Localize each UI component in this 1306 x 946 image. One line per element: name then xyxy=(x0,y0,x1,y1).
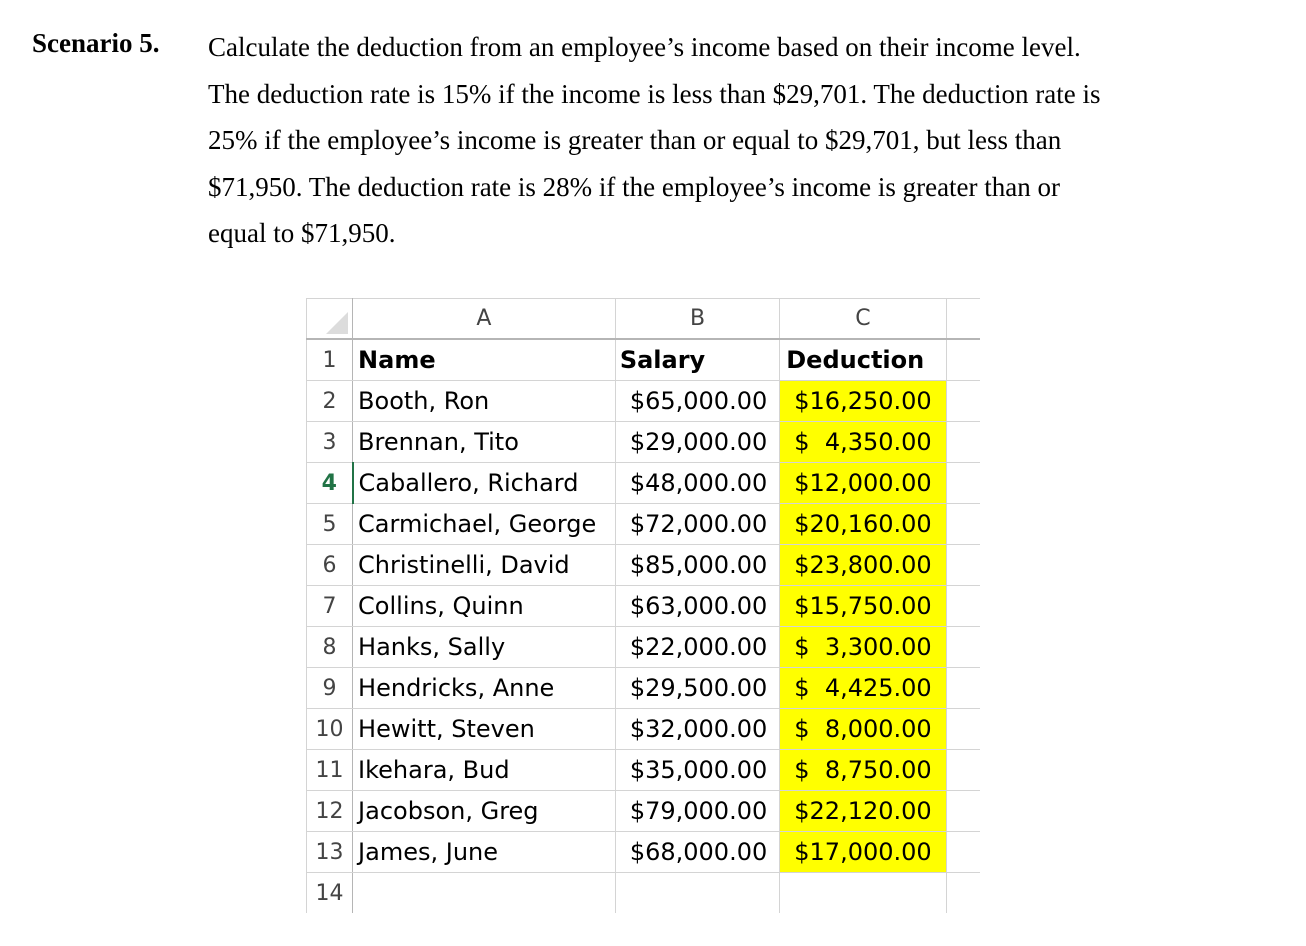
header-name-cell[interactable]: Name xyxy=(353,339,616,381)
deduction-value xyxy=(780,428,945,456)
deduction-cell[interactable] xyxy=(780,422,946,463)
empty-cell[interactable] xyxy=(946,586,980,627)
salary-value xyxy=(616,797,779,825)
deduction-value xyxy=(780,674,945,702)
column-header-a[interactable]: A xyxy=(353,299,616,340)
currency-symbol: $ xyxy=(794,592,810,620)
deduction-value xyxy=(780,633,945,661)
salary-value xyxy=(616,428,779,456)
salary-value xyxy=(616,756,779,784)
name-cell[interactable]: Ikehara, Bud xyxy=(353,750,616,791)
deduction-cell[interactable] xyxy=(780,586,946,627)
salary-value xyxy=(616,510,779,538)
name-cell[interactable]: Christinelli, David xyxy=(353,545,616,586)
currency-symbol: $ xyxy=(629,592,646,620)
salary-amount: 29,500.00 xyxy=(645,674,768,702)
scenario-line: 25% if the employee’s income is greater than or equal to $29,701, but less than xyxy=(208,125,1062,155)
currency-symbol: $ xyxy=(794,469,810,497)
salary-cell[interactable] xyxy=(615,709,779,750)
currency-symbol: $ xyxy=(794,510,810,538)
salary-cell[interactable] xyxy=(615,791,779,832)
deduction-amount: 16,250.00 xyxy=(809,387,932,415)
currency-symbol: $ xyxy=(794,551,810,579)
deduction-amount: 12,000.00 xyxy=(809,469,932,497)
column-header-b[interactable]: B xyxy=(615,299,779,340)
salary-amount: 65,000.00 xyxy=(645,387,768,415)
currency-symbol: $ xyxy=(629,674,646,702)
salary-amount: 35,000.00 xyxy=(645,756,768,784)
row-number[interactable]: 10 xyxy=(307,709,353,750)
table-row xyxy=(307,668,981,709)
deduction-value xyxy=(780,756,945,784)
salary-cell[interactable] xyxy=(615,463,779,504)
header-deduction-cell[interactable] xyxy=(780,339,946,381)
row-number[interactable]: 13 xyxy=(307,832,353,873)
name-cell[interactable]: Jacobson, Greg xyxy=(353,791,616,832)
empty-cell[interactable] xyxy=(946,463,980,504)
scenario-line: $71,950. The deduction rate is 28% if the employee’s income is greater than or xyxy=(208,171,1061,202)
salary-amount: 29,000.00 xyxy=(645,428,768,456)
empty-cell[interactable] xyxy=(353,873,616,914)
currency-symbol: $ xyxy=(629,633,646,661)
table-row xyxy=(307,873,981,914)
table-row xyxy=(307,422,981,463)
salary-value xyxy=(616,469,779,497)
salary-value xyxy=(616,387,779,415)
table-row xyxy=(307,463,981,504)
row-number[interactable]: 2 xyxy=(307,381,353,422)
empty-cell[interactable] xyxy=(946,381,980,422)
deduction-amount: 17,000.00 xyxy=(809,838,932,866)
table-row xyxy=(307,709,981,750)
deduction-value xyxy=(780,510,945,538)
spreadsheet xyxy=(306,298,980,910)
deduction-value xyxy=(780,838,945,866)
table-row xyxy=(307,791,981,832)
column-header-c[interactable]: C xyxy=(780,299,946,340)
empty-cell[interactable] xyxy=(946,709,980,750)
scenario-line: equal to $71,950. xyxy=(208,218,396,248)
salary-cell[interactable] xyxy=(615,832,779,873)
header-salary-cell[interactable] xyxy=(615,339,779,381)
deduction-amount: 4,350.00 xyxy=(824,428,932,456)
column-header-d[interactable] xyxy=(946,299,980,340)
empty-cell[interactable] xyxy=(946,750,980,791)
deduction-value xyxy=(780,797,945,825)
row-number[interactable]: 9 xyxy=(307,668,353,709)
deduction-amount: 8,750.00 xyxy=(824,756,932,784)
row-number[interactable]: 4 xyxy=(307,463,353,504)
salary-value xyxy=(616,633,779,661)
currency-symbol: $ xyxy=(629,510,646,538)
header-salary-label: Salary xyxy=(619,346,706,374)
currency-symbol: $ xyxy=(629,551,646,579)
row-number[interactable]: 3 xyxy=(307,422,353,463)
currency-symbol: $ xyxy=(794,715,810,743)
salary-cell[interactable] xyxy=(615,381,779,422)
currency-symbol: $ xyxy=(629,428,646,456)
deduction-amount: 8,000.00 xyxy=(824,715,932,743)
salary-cell[interactable] xyxy=(615,586,779,627)
scenario-line: Calculate the deduction from an employee’s income based on their income level. xyxy=(208,32,1081,62)
deduction-cell[interactable] xyxy=(780,750,946,791)
empty-cell[interactable] xyxy=(615,873,779,914)
currency-symbol: $ xyxy=(629,715,646,743)
row-number[interactable]: 11 xyxy=(307,750,353,791)
deduction-value xyxy=(780,387,945,415)
scenario-paragraph xyxy=(208,28,1101,261)
deduction-value xyxy=(780,592,945,620)
deduction-cell[interactable] xyxy=(780,381,946,422)
header-deduction-label: Deduction xyxy=(786,346,925,374)
salary-cell[interactable] xyxy=(615,545,779,586)
salary-value xyxy=(616,592,779,620)
select-all-corner[interactable] xyxy=(307,299,353,340)
column-header-row xyxy=(307,299,981,340)
table-row xyxy=(307,750,981,791)
name-cell[interactable]: Collins, Quinn xyxy=(353,586,616,627)
deduction-cell[interactable] xyxy=(780,668,946,709)
salary-amount: 63,000.00 xyxy=(645,592,768,620)
deduction-cell[interactable] xyxy=(780,832,946,873)
empty-cell[interactable] xyxy=(946,422,980,463)
deduction-cell[interactable] xyxy=(780,627,946,668)
table-header-row xyxy=(307,339,981,381)
row-number[interactable]: 5 xyxy=(307,504,353,545)
table-row xyxy=(307,504,981,545)
name-cell[interactable]: Hanks, Sally xyxy=(353,627,616,668)
currency-symbol: $ xyxy=(794,428,810,456)
currency-symbol: $ xyxy=(629,797,646,825)
salary-cell[interactable] xyxy=(615,750,779,791)
name-cell[interactable]: James, June xyxy=(353,832,616,873)
salary-amount: 48,000.00 xyxy=(645,469,768,497)
name-cell[interactable]: Booth, Ron xyxy=(353,381,616,422)
empty-cell[interactable] xyxy=(946,504,980,545)
row-number[interactable]: 12 xyxy=(307,791,353,832)
scenario-line: The deduction rate is 15% if the income is less than $29,701. The deduction rate is xyxy=(208,78,1101,109)
deduction-value xyxy=(780,715,945,743)
scenario-label: Scenario 5. xyxy=(32,28,160,58)
salary-amount: 68,000.00 xyxy=(645,838,768,866)
deduction-cell[interactable] xyxy=(780,791,946,832)
salary-amount: 79,000.00 xyxy=(645,797,768,825)
name-cell[interactable]: Carmichael, George xyxy=(353,504,616,545)
deduction-value xyxy=(780,469,945,497)
row-number[interactable]: 14 xyxy=(307,873,353,914)
salary-value xyxy=(616,715,779,743)
deduction-amount: 15,750.00 xyxy=(809,592,932,620)
salary-amount: 22,000.00 xyxy=(645,633,768,661)
salary-cell[interactable] xyxy=(615,422,779,463)
name-cell[interactable]: Brennan, Tito xyxy=(353,422,616,463)
currency-symbol: $ xyxy=(794,756,810,784)
currency-symbol: $ xyxy=(794,387,810,415)
table-row xyxy=(307,627,981,668)
row-number[interactable]: 7 xyxy=(307,586,353,627)
currency-symbol: $ xyxy=(629,469,646,497)
table-row xyxy=(307,545,981,586)
currency-symbol: $ xyxy=(794,797,810,825)
deduction-cell[interactable] xyxy=(780,709,946,750)
deduction-amount: 22,120.00 xyxy=(809,797,932,825)
row-number[interactable]: 1 xyxy=(307,339,353,381)
salary-value xyxy=(616,674,779,702)
salary-amount: 72,000.00 xyxy=(645,510,768,538)
deduction-value xyxy=(780,551,945,579)
deduction-cell[interactable] xyxy=(780,545,946,586)
deduction-amount: 23,800.00 xyxy=(809,551,932,579)
spreadsheet-grid xyxy=(306,298,980,913)
salary-cell[interactable] xyxy=(615,627,779,668)
name-cell[interactable]: Hewitt, Steven xyxy=(353,709,616,750)
deduction-amount: 3,300.00 xyxy=(824,633,932,661)
deduction-cell[interactable] xyxy=(780,463,946,504)
currency-symbol: $ xyxy=(794,838,810,866)
table-row xyxy=(307,586,981,627)
row-number[interactable]: 6 xyxy=(307,545,353,586)
scenario-text xyxy=(0,0,1306,270)
name-cell[interactable]: Caballero, Richard xyxy=(353,463,616,504)
table-row xyxy=(307,381,981,422)
salary-amount: 32,000.00 xyxy=(645,715,768,743)
empty-cell[interactable] xyxy=(946,339,980,381)
empty-cell[interactable] xyxy=(946,627,980,668)
table-row xyxy=(307,832,981,873)
name-cell[interactable]: Hendricks, Anne xyxy=(353,668,616,709)
salary-cell[interactable] xyxy=(615,668,779,709)
currency-symbol: $ xyxy=(629,387,646,415)
currency-symbol: $ xyxy=(794,633,810,661)
empty-cell[interactable] xyxy=(946,791,980,832)
currency-symbol: $ xyxy=(629,838,646,866)
empty-cell[interactable] xyxy=(780,873,946,914)
empty-cell[interactable] xyxy=(946,668,980,709)
deduction-amount: 20,160.00 xyxy=(809,510,932,538)
empty-cell[interactable] xyxy=(946,873,980,914)
empty-cell[interactable] xyxy=(946,545,980,586)
salary-cell[interactable] xyxy=(615,504,779,545)
salary-value xyxy=(616,838,779,866)
salary-amount: 85,000.00 xyxy=(645,551,768,579)
deduction-amount: 4,425.00 xyxy=(824,674,932,702)
empty-cell[interactable] xyxy=(946,832,980,873)
currency-symbol: $ xyxy=(794,674,810,702)
salary-value xyxy=(616,551,779,579)
currency-symbol: $ xyxy=(629,756,646,784)
row-number[interactable]: 8 xyxy=(307,627,353,668)
deduction-cell[interactable] xyxy=(780,504,946,545)
select-all-triangle-icon[interactable] xyxy=(326,312,348,334)
